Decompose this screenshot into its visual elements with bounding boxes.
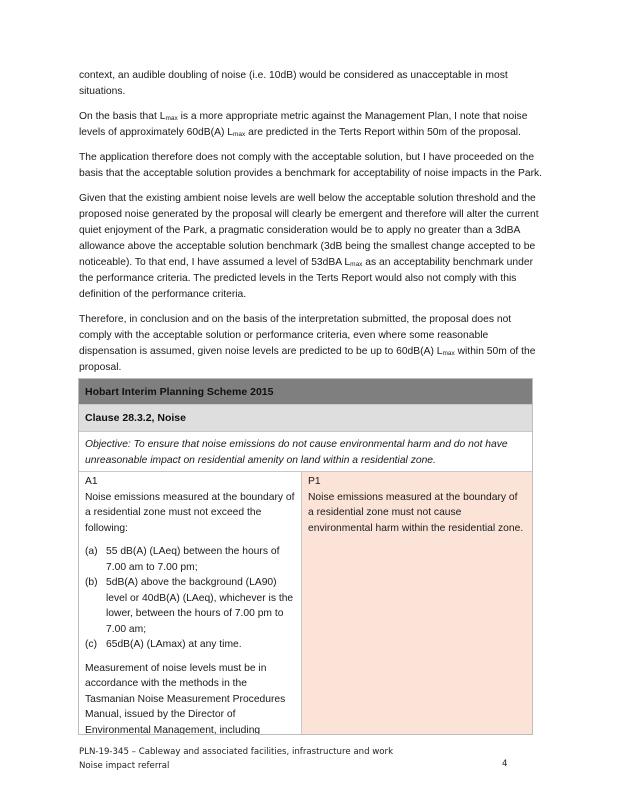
list-item-label: (b) [85, 577, 98, 588]
acceptable-solution-list [85, 544, 295, 653]
page-number: 4 [502, 759, 508, 769]
planning-scheme-table [78, 378, 533, 735]
footer-line-2: Noise impact referral [79, 761, 170, 771]
paragraph-2: On the basis that $L_{max}$ is a more appropriate metric against the Management Plan, I note that noise levels of approximately 60dB(A) $L_{max}$ are predicted in the Terts Report within 50m of the proposal. [79, 111, 528, 138]
table-title: Hobart Interim Planning Scheme 2015 [79, 379, 532, 405]
paragraph-4: Given that the existing ambient noise levels are well below the acceptable solution threshold and the proposed noise generated by the proposal will clearly be emergent and therefore will alter the current quiet enjoyment of the Park, a pragmatic consideration would be to apply no greater than a 3dBA allowance above the acceptable solution benchmark (3dB being the smallest change accepted to be noticeable). To that end, I have assumed a level of 53dBA $L_{max}$ as an acceptability benchmark under the performance criteria. The predicted levels in the Terts Report would also not comply with this definition of the performance criteria. [79, 193, 539, 300]
acceptable-solution-intro: Noise emissions measured at the boundary of a residential zone must not exceed the following: [85, 491, 295, 534]
list-item-text: 55 dB(A) (LAeq) between the hours of 7.00 am to 7.00 pm; [106, 546, 280, 573]
performance-criteria-heading: P1 [308, 476, 321, 487]
list-item-text: 65dB(A) (LAmax) at any time. [106, 639, 242, 650]
list-item [85, 637, 295, 653]
list-item [85, 544, 295, 575]
list-item-label: (a) [85, 546, 98, 557]
paragraph-3: The application therefore does not comply with the acceptable solution, but I have proceeded on the basis that the acceptable solution provides a benchmark for acceptability of noise impacts in the Park. [79, 152, 543, 179]
list-item-text: 5dB(A) above the background (LA90) level or 40dB(A) (LAeq), whichever is the lower, between the hours of 7.00 pm to 7.00 am; [106, 577, 294, 635]
table-criteria-row [79, 472, 532, 734]
paragraph-5: Therefore, in conclusion and on the basis of the interpretation submitted, the proposal does not comply with the acceptable solution or performance criteria, even where some reasonable dispensation is assumed, given noise levels are predicted to be up to 60dB(A) $L_{max}$ within 50m of the proposal. [79, 314, 536, 373]
acceptable-solution-measurement: Measurement of noise levels must be in accordance with the methods in the Tasmanian Noise Measurement Procedures Manual, issued by the Director of Environmental Management, including [85, 662, 286, 734]
performance-criteria-text: Noise emissions measured at the boundary of a residential zone must not cause environmental harm within the residential zone. [308, 491, 524, 534]
table-clause: Clause 28.3.2, Noise [79, 405, 532, 432]
table-objective: Objective: To ensure that noise emissions do not cause environmental harm and do not have unreasonable impact on residential amenity on land within a residential zone. [79, 432, 532, 472]
acceptable-solution-cell [79, 472, 302, 734]
page-footer [79, 745, 519, 773]
body-text [79, 68, 545, 385]
acceptable-solution-heading: A1 [85, 476, 98, 487]
performance-criteria-cell [302, 472, 532, 734]
paragraph-1: context, an audible doubling of noise (i.e. 10dB) would be considered as unacceptable in most situations. [79, 70, 508, 97]
list-item-label: (c) [85, 639, 98, 650]
list-item [85, 575, 295, 637]
footer-line-1: PLN-19-345 – Cableway and associated facilities, infrastructure and work [79, 747, 394, 757]
